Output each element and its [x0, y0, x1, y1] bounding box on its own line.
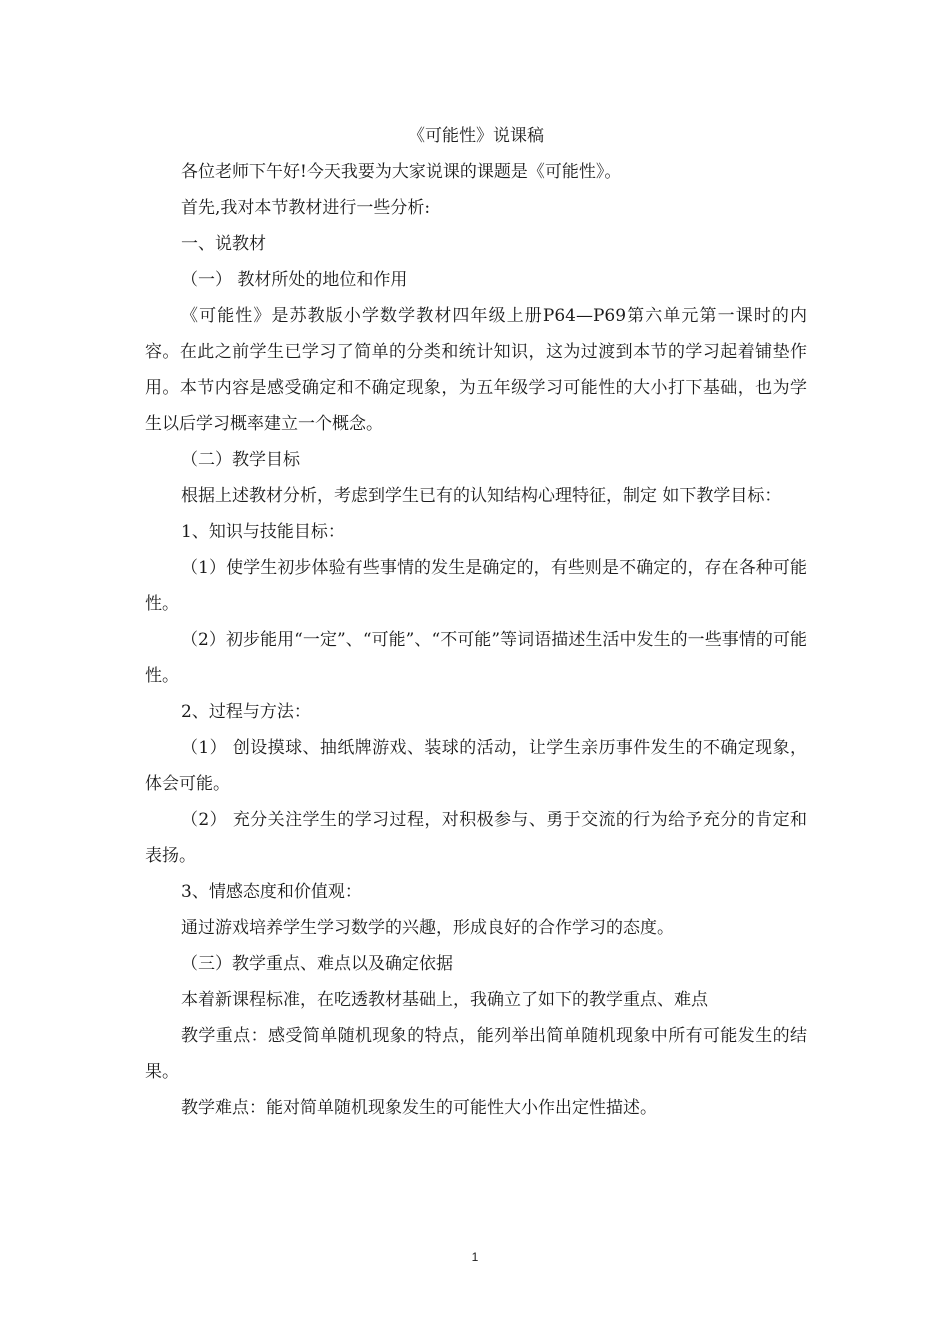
- paragraph-key-points-basis: 本着新课程标准，在吃透教材基础上，我确立了如下的教学重点、难点: [181, 990, 708, 1010]
- heading-subsection-2: （二）教学目标: [181, 450, 300, 470]
- paragraph-goal-2-1: （1） 创设摸球、抽纸牌游戏、装球的活动，让学生亲历事件发生的不确定现象，体会可能。: [145, 738, 807, 794]
- document-body: [145, 118, 807, 1126]
- heading-subsection-1: （一） 教材所处的地位和作用: [181, 270, 408, 290]
- paragraph-key-point: 教学重点：感受简单随机现象的特点，能列举出简单随机现象中所有可能发生的结果。: [145, 1026, 807, 1082]
- paragraph-difficult-point: 教学难点：能对简单随机现象发生的可能性大小作出定性描述。: [181, 1098, 657, 1118]
- heading-goal-1: 1、知识与技能目标：: [181, 522, 345, 542]
- paragraph-goals-basis: 根据上述教材分析，考虑到学生已有的认知结构心理特征，制定 如下教学目标：: [181, 486, 782, 506]
- paragraph-goal-2-2: （2） 充分关注学生的学习过程，对积极参与、勇于交流的行为给予充分的肯定和表扬。: [145, 810, 807, 866]
- heading-section-1: 一、说教材: [181, 234, 266, 254]
- page-number: 1: [471, 1250, 479, 1264]
- paragraph-goal-3: 通过游戏培养学生学习数学的兴趣，形成良好的合作学习的态度。: [181, 918, 674, 938]
- paragraph-goal-1-2: （2）初步能用“一定”、“可能”、“不可能”等词语描述生活中发生的一些事情的可能性。: [145, 630, 807, 686]
- paragraph-material-position: 《可能性》是苏教版小学数学教材四年级上册P64—P69第六单元第一课时的内容。在此之前学生已学习了简单的分类和统计知识，这为过渡到本节的学习起着铺垫作用。本节内容是感受确定和不确定现象，为五年级学习可能性的大小打下基础，也为学生以后学习概率建立一个概念。: [145, 306, 807, 434]
- paragraph-goal-1-1: （1）使学生初步体验有些事情的发生是确定的，有些则是不确定的，存在各种可能性。: [145, 558, 807, 614]
- paragraph-greeting: 各位老师下午好!今天我要为大家说课的课题是《可能性》。: [181, 162, 622, 182]
- heading-goal-3: 3、情感态度和价值观：: [181, 882, 362, 902]
- document-title: 《可能性》说课稿: [408, 126, 544, 146]
- paragraph-intro: 首先,我对本节教材进行一些分析:: [181, 198, 431, 218]
- heading-subsection-3: （三）教学重点、难点以及确定依据: [181, 954, 453, 974]
- heading-goal-2: 2、过程与方法：: [181, 702, 311, 722]
